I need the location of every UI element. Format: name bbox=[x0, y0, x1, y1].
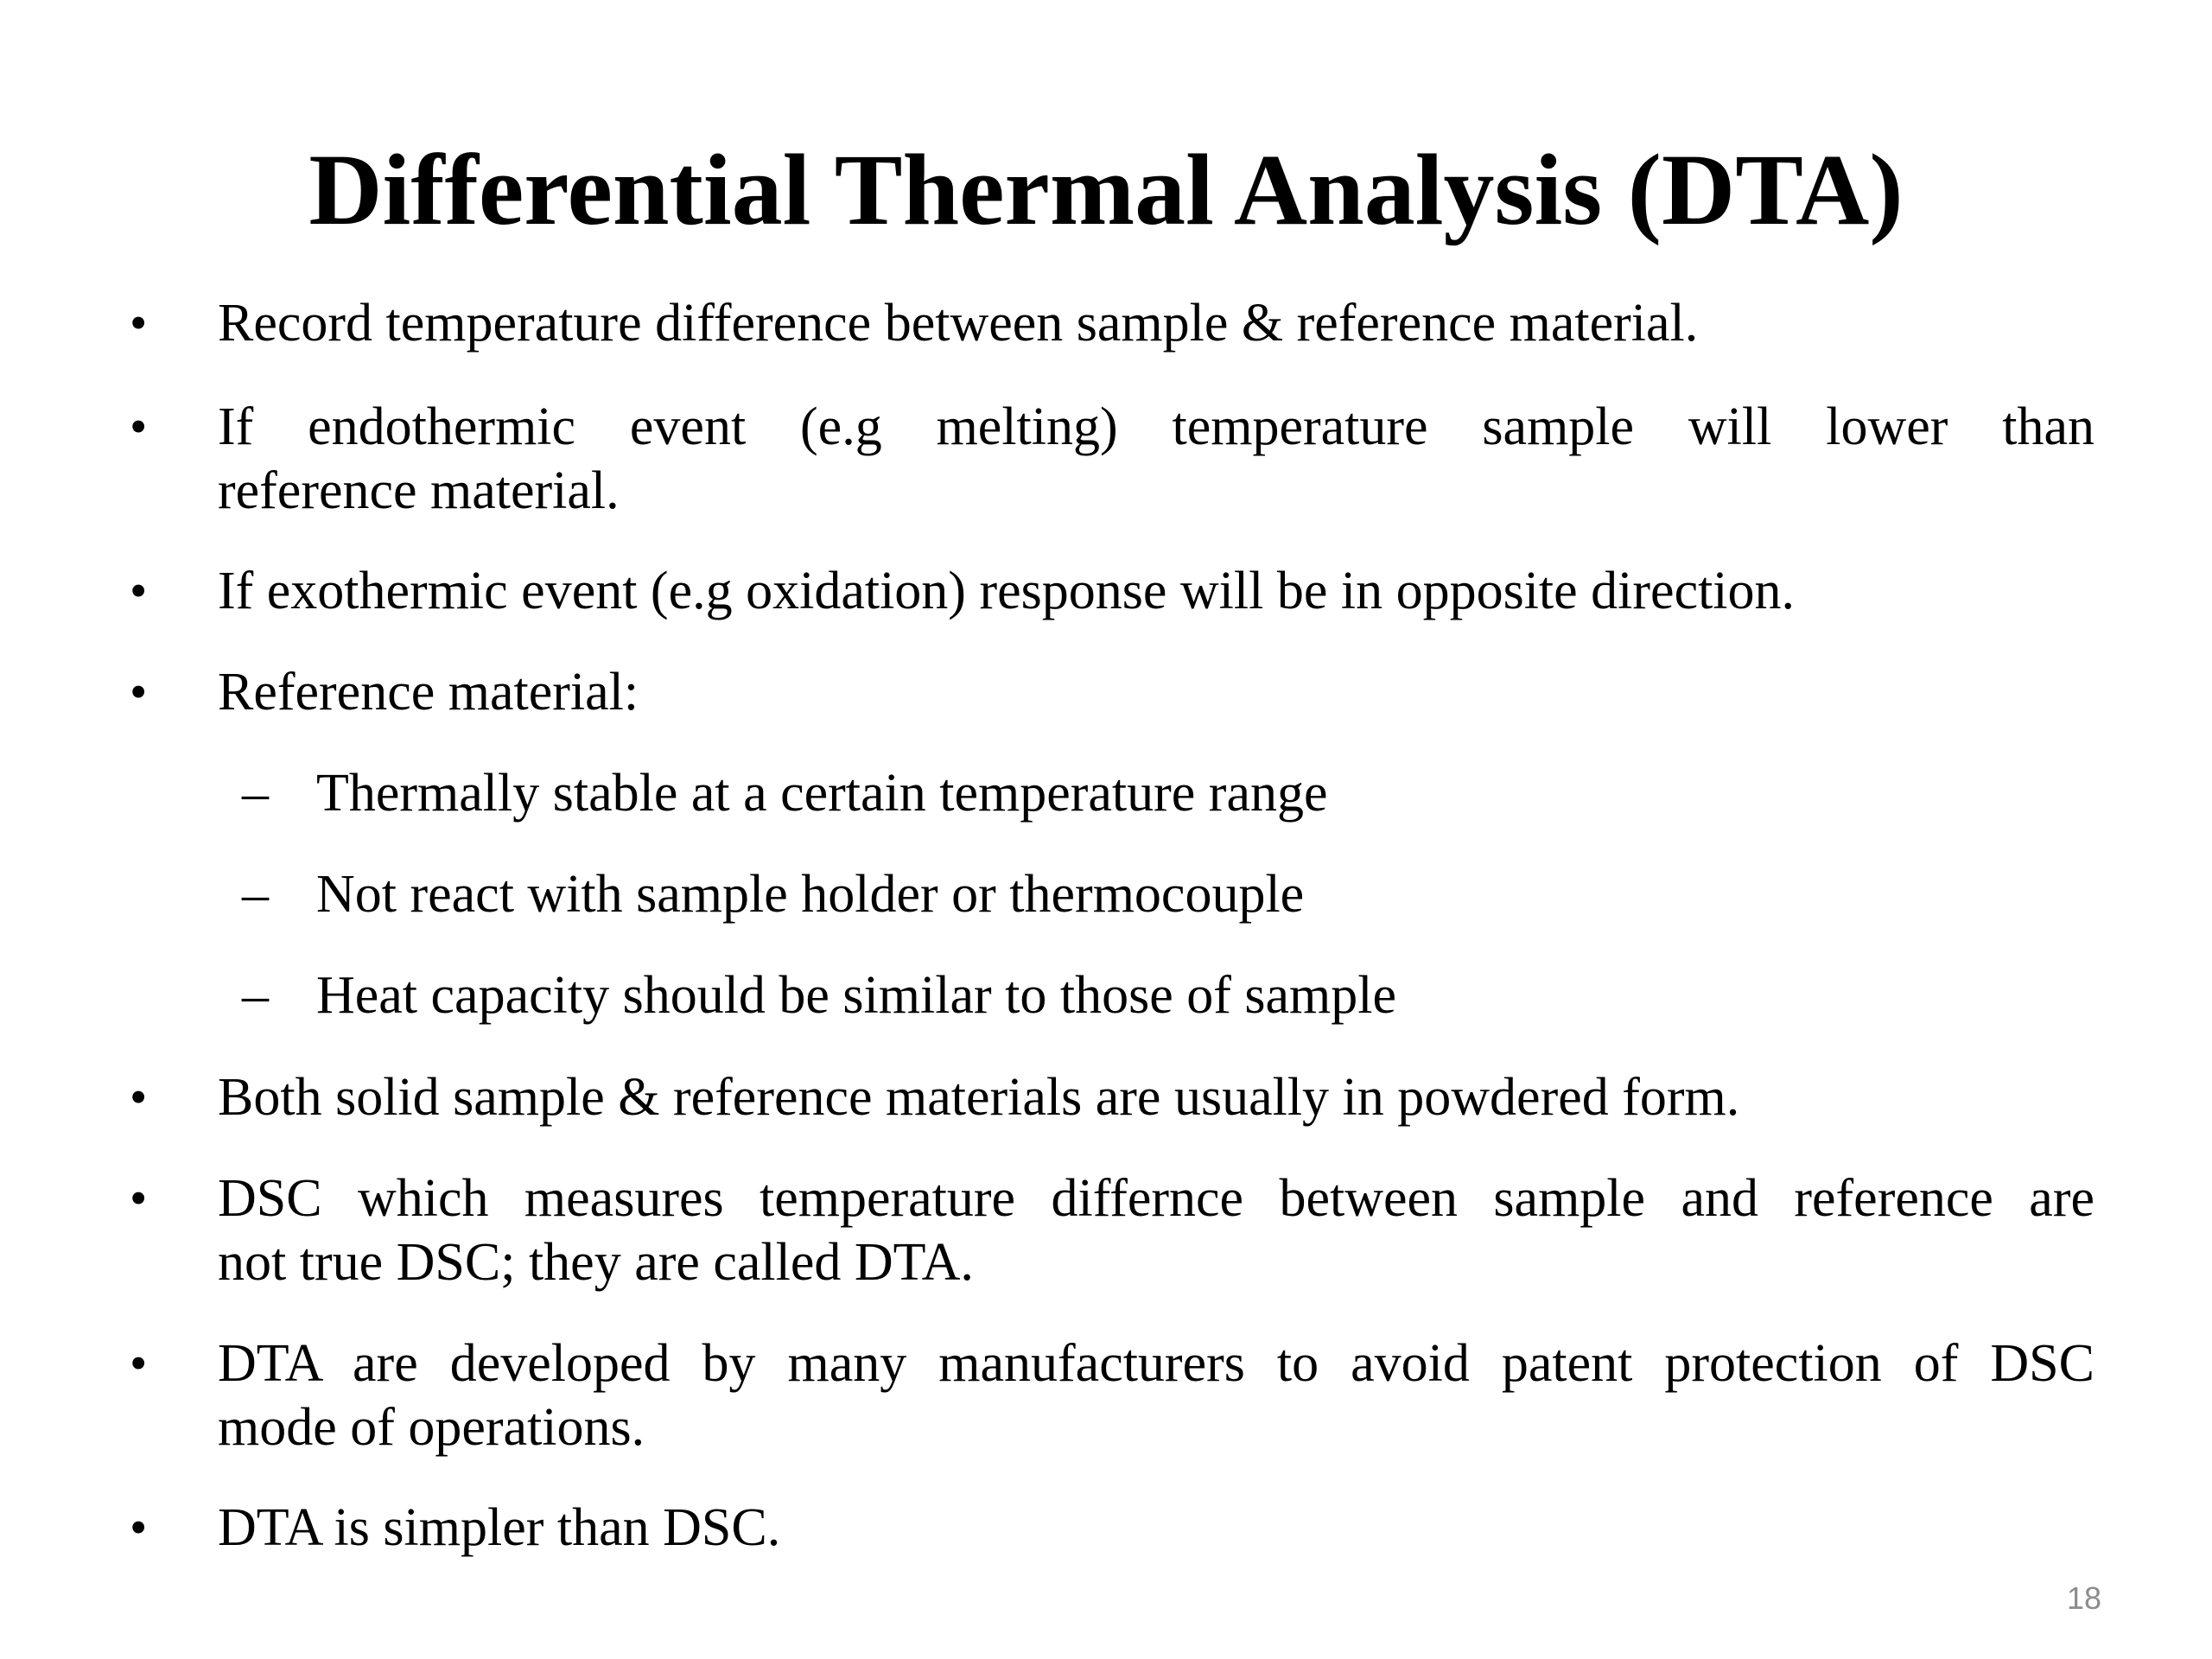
sub-bullet-text: Heat capacity should be similar to those of sample bbox=[316, 966, 1396, 1025]
bullet-marker: • bbox=[130, 1069, 148, 1125]
bullet-text-line: reference material. bbox=[218, 461, 620, 520]
bullet-text: Both solid sample & reference materials are usually in powdered form. bbox=[218, 1068, 1740, 1127]
bullet-text-line: not true DSC; they are called DTA. bbox=[218, 1233, 974, 1292]
bullet-text-line: If endothermic event (e.g melting) temperature sample will lower than bbox=[218, 397, 2094, 456]
bullet-text bbox=[218, 1166, 2094, 1294]
bullet-text: DTA is simpler than DSC. bbox=[218, 1498, 781, 1557]
sub-bullet-text: Not react with sample holder or thermocouple bbox=[316, 865, 1305, 924]
bullet-marker: • bbox=[130, 563, 148, 619]
bullet-text: Reference material: bbox=[218, 663, 639, 721]
sub-bullet-marker: – bbox=[242, 865, 269, 924]
bullet-text: Record temperature difference between sample & reference material. bbox=[218, 294, 1699, 353]
bullet-marker: • bbox=[130, 1335, 148, 1391]
bullet-marker: • bbox=[130, 1499, 148, 1555]
bullet-marker: • bbox=[130, 398, 148, 454]
bullet-text bbox=[218, 1332, 2094, 1459]
bullet-text bbox=[218, 395, 2094, 523]
bullet-text: If exothermic event (e.g oxidation) response will be in opposite direction. bbox=[218, 562, 1796, 620]
sub-bullet-marker: – bbox=[242, 966, 269, 1025]
bullet-marker: • bbox=[130, 664, 148, 720]
slide-title: Differential Thermal Analysis (DTA) bbox=[308, 133, 1904, 246]
bullet-marker: • bbox=[130, 295, 148, 351]
bullet-marker: • bbox=[130, 1170, 148, 1226]
sub-bullet-text: Thermally stable at a certain temperature range bbox=[316, 764, 1328, 823]
bullet-text-line: mode of operations. bbox=[218, 1398, 645, 1457]
bullet-text-line: DTA are developed by many manufacturers to avoid patent protection of DSC bbox=[218, 1334, 2094, 1393]
sub-bullet-marker: – bbox=[242, 764, 269, 823]
page-number: 18 bbox=[2066, 1580, 2101, 1616]
bullet-text-line: DSC which measures temperature differnce between sample and reference are bbox=[218, 1169, 2094, 1228]
